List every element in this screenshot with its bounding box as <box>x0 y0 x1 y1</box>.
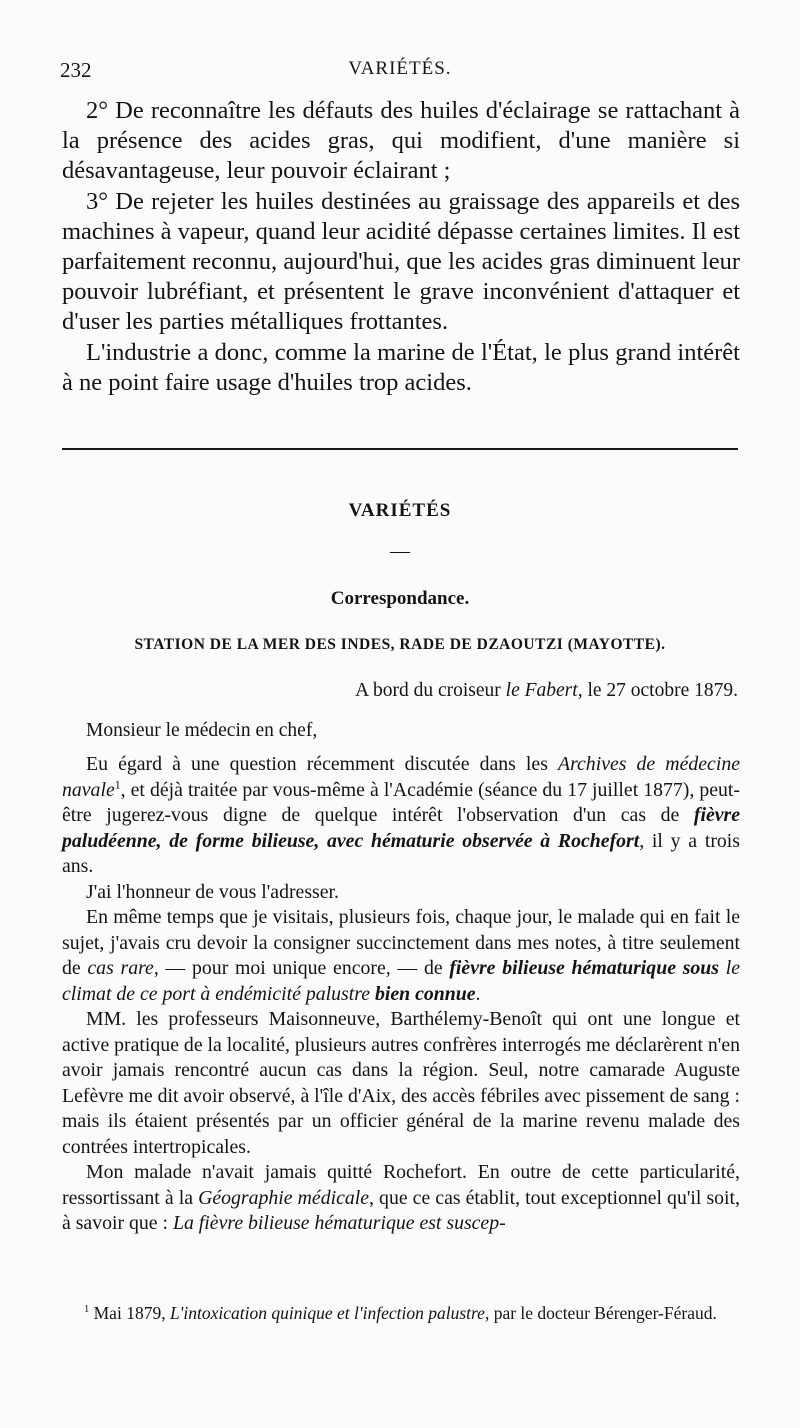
item-2-paragraph: 2° De reconnaître les défauts des huiles d'éclairage se rattachant à la présence des acides gras, qui modifient, d'une manière si désavantageuse, leur pouvoir éclairant ; <box>62 97 740 185</box>
page-number: 232 <box>60 58 92 82</box>
p1-text-c: , il y a trois ans. <box>62 829 740 877</box>
p5-text-a: Mon malade n'avait jamais quitté Rochefort. En outre de cette particularité, ressortissant à la <box>62 1161 740 1209</box>
station-line: STATION DE LA MER DES INDES, RADE DE DZAOUTZI (MAYOTTE). <box>134 636 666 653</box>
footnote-text-a: Mai 1879, <box>89 1303 170 1323</box>
p3-text-a: En même temps que je visitais, plusieurs fois, chaque jour, le malade qui en fait le sujet, j'avais cru devoir la consigner succinctement dans mes notes, à titre seulement de <box>62 906 740 979</box>
p5-emphasis: La fièvre bilieuse hématurique est suscep- <box>172 1212 506 1234</box>
salutation: Monsieur le médecin en chef, <box>86 720 318 741</box>
p1-text-a: Eu égard à une question récemment discutée dans les <box>86 753 558 775</box>
ship-name: le Fabert <box>505 680 578 701</box>
footnote-mark: 1 <box>84 1304 90 1316</box>
footnote-title: L'intoxication quinique et l'infection palustre <box>169 1303 485 1323</box>
letter-paragraph-2: J'ai l'honneur de vous l'adresser. <box>86 880 339 903</box>
letter-paragraph-5 <box>62 1160 740 1237</box>
footnote <box>62 1302 738 1324</box>
section-title: VARIÉTÉS <box>348 500 452 521</box>
item-3-paragraph: 3° De rejeter les huiles destinées au graissage des appareils et des machines à vapeur, quand leur acidité dépasse certaines limites. Il est parfaitement reconnu, aujourd'hui, que les acides gras diminuent leur pouvoir lubréfiant, et présentent le grave inconvénient d'attaquer et d'user les parties métalliques frottantes. <box>62 187 740 336</box>
letter-paragraph-1 <box>62 752 740 880</box>
conclusion-paragraph: L'industrie a donc, comme la marine de l'État, le plus grand intérêt à ne point faire usage d'huiles trop acides. <box>62 338 740 396</box>
dateline-end: , le 27 octobre 1879. <box>577 680 738 701</box>
p3-rare: cas rare <box>87 957 154 979</box>
footnote-mark-wrap <box>62 1303 89 1323</box>
dateline <box>62 680 738 702</box>
top-text <box>62 96 740 398</box>
p5-text-b: , que ce cas établit, tout exceptionnel qu'il soit, à savoir que : <box>62 1186 740 1234</box>
footnote-text-b: , par le docteur Bérenger-Féraud. <box>484 1303 717 1323</box>
p5-geography: Géographie médicale <box>198 1186 370 1209</box>
archives-title: Archives de médecine navale <box>62 753 740 801</box>
dateline-start: A bord du croiseur <box>355 680 506 701</box>
p3-known: bien connue <box>374 982 476 1005</box>
footnote-ref: 1 <box>114 776 121 791</box>
letter-paragraph-4: MM. les professeurs Maisonneuve, Barthélemy-Benoît qui ont une longue et active pratique de la localité, plusieurs autres confrères interrogés me déclarèrent n'en avoir jamais rencontré aucun cas dans la région. Seul, notre camarade Auguste Lefèvre me dit avoir observé, à l'île d'Aix, des accès fébriles avec pissement de sang : mais ils étaient présentés par un officier général de la marine revenu malade des contrées intertropicales. <box>62 1008 741 1158</box>
p1-text-b: , et déjà traitée par vous-même à l'Académie (séance du 17 juillet 1877), peut-être jugerez-vous digne de quelque intérêt l'observation d'un cas de <box>62 778 740 826</box>
page-header <box>60 58 740 88</box>
section-divider <box>62 448 738 450</box>
p3-text-b: , — pour moi unique encore, — de <box>153 957 450 979</box>
letter-body <box>62 752 740 1237</box>
section-subtitle: Correspondance. <box>330 588 470 609</box>
letter-paragraph-3 <box>62 905 740 1007</box>
p3-space-1 <box>719 957 726 979</box>
p3-climate: le climat de ce port à endémicité palustre <box>62 957 741 1005</box>
p3-end: . <box>475 982 481 1005</box>
p3-fever: fièvre bilieuse hématurique sous <box>449 957 719 979</box>
section-dash: — <box>390 540 410 562</box>
p1-emphasis: fièvre paludéenne, de forme bilieuse, avec hématurie observée à Rochefort <box>62 804 740 852</box>
running-title: VARIÉTÉS. <box>348 58 452 79</box>
